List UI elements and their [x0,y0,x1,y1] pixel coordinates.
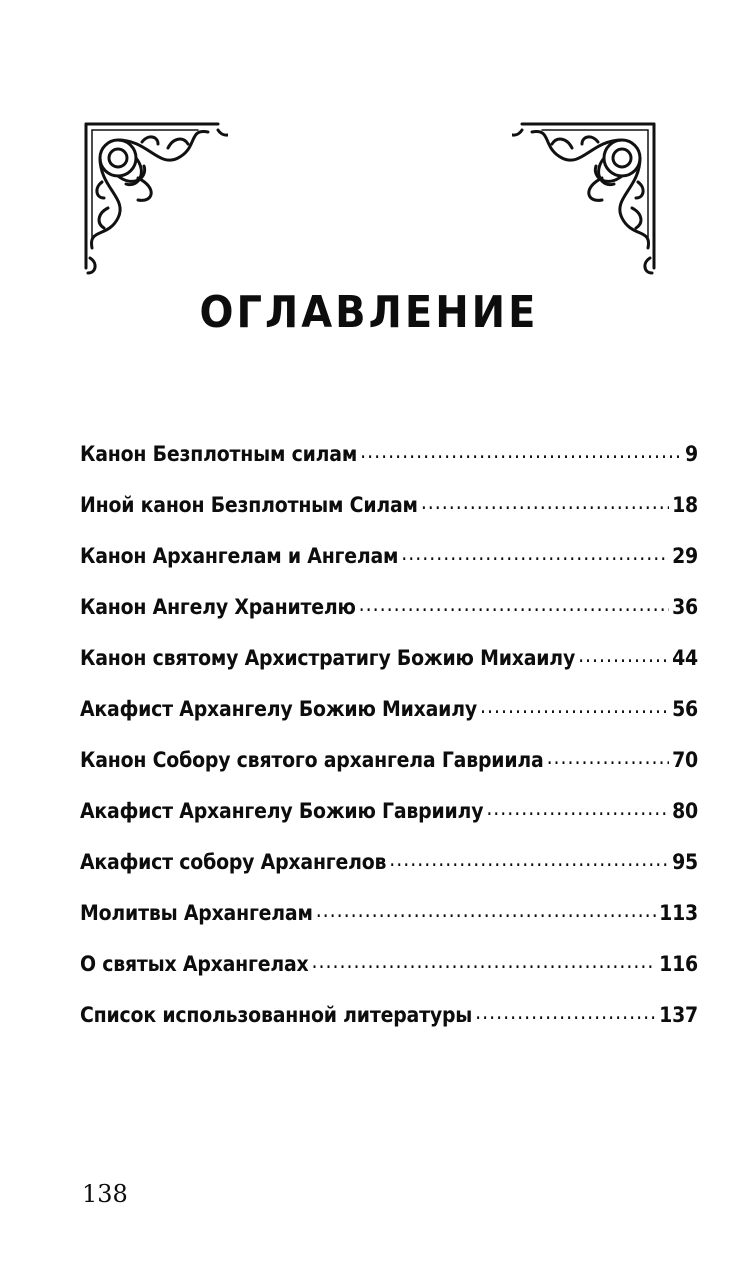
toc-entry-title: Канон Собору святого архангела Гавриила [80,748,544,772]
toc-entry[interactable] [80,593,698,644]
toc-entry-page: 80 [672,799,698,823]
toc-entry-title: Иной канон Безплотным Силам [80,493,418,517]
toc-entry[interactable] [80,848,698,899]
toc-entry-page: 29 [672,544,698,568]
toc-entry-page: 137 [659,1003,698,1027]
toc-dot-leader [389,848,669,869]
toc-entry-title: Канон святому Архистратигу Божию Михаилу [80,646,576,670]
toc-dot-leader [316,899,656,920]
toc-entry-title: Акафист Архангелу Божию Гавриилу [80,799,484,823]
toc-dot-leader [578,644,669,665]
toc-dot-leader [480,695,669,716]
corner-ornament-right [512,118,662,278]
toc-entry[interactable] [80,491,698,542]
toc-entry-title: Канон Безплотным силам [80,442,358,466]
toc-entry[interactable] [80,950,698,1001]
page-title: ОГЛАВЛЕНИЕ [199,288,539,338]
toc-entry-page: 44 [672,646,698,670]
toc-entry-title: Канон Ангелу Хранителю [80,595,356,619]
toc-entry[interactable] [80,746,698,797]
toc-entry-title: Канон Архангелам и Ангелам [80,544,399,568]
toc-entry[interactable] [80,695,698,746]
toc-dot-leader [475,1001,656,1022]
toc-dot-leader [359,593,669,614]
toc-entry[interactable] [80,797,698,848]
toc-entry-title: Акафист собору Архангелов [80,850,387,874]
toc-entry-page: 36 [672,595,698,619]
corner-ornament-left [78,118,228,278]
table-of-contents [80,440,698,1052]
toc-dot-leader [547,746,670,767]
toc-dot-leader [486,797,669,818]
toc-entry-title: Акафист Архангелу Божию Михаилу [80,697,477,721]
toc-entry[interactable] [80,1001,698,1052]
toc-entry[interactable] [80,899,698,950]
toc-dot-leader [401,542,669,563]
toc-entry-page: 9 [685,442,698,466]
toc-entry[interactable] [80,440,698,491]
toc-entry-page: 116 [659,952,698,976]
toc-entry-title: Молитвы Архангелам [80,901,313,925]
page-number: 138 [82,1180,128,1208]
toc-entry-title: Список использованной литературы [80,1003,473,1027]
toc-entry-page: 56 [672,697,698,721]
toc-dot-leader [360,440,682,461]
toc-entry-page: 95 [672,850,698,874]
toc-entry-page: 113 [659,901,698,925]
toc-entry-title: О святых Архангелах [80,952,309,976]
toc-dot-leader [312,950,657,971]
toc-entry-page: 70 [672,748,698,772]
toc-entry[interactable] [80,542,698,593]
toc-entry-page: 18 [672,493,698,517]
toc-entry[interactable] [80,644,698,695]
toc-dot-leader [421,491,669,512]
